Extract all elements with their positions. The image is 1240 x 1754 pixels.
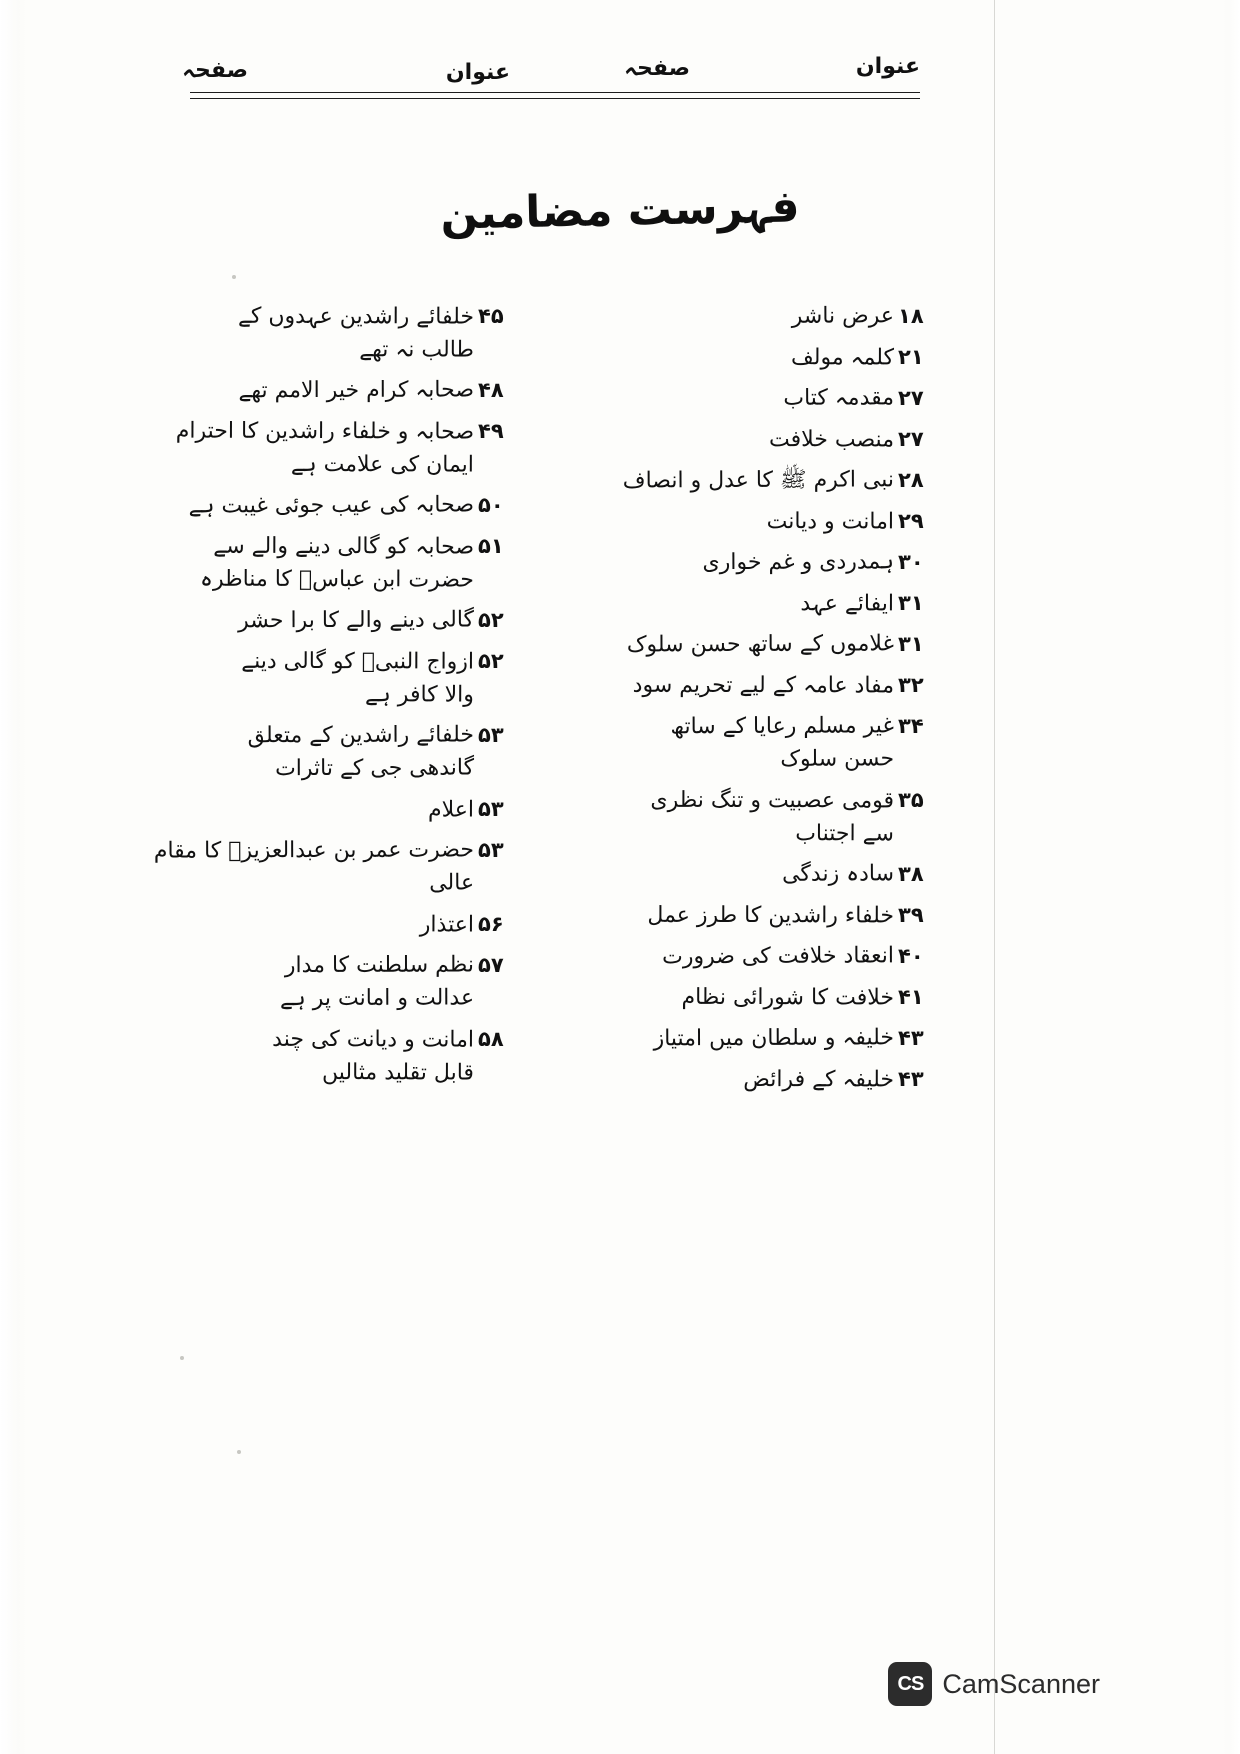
toc-entry-title: انعقاد خلافت کی ضرورت (662, 943, 895, 970)
toc-entry-page: ۴۱ (898, 985, 924, 1009)
toc-entry-page: ۵۲ (478, 649, 504, 673)
header-safha-left: صفحہ (182, 58, 248, 83)
toc-entry-page: ۴۹ (478, 419, 504, 443)
toc-entry[interactable] (570, 300, 950, 333)
toc-entry-title: قومی عصبیت و تنگ نظری سے اجتناب (650, 787, 895, 847)
toc-entry-title: خلفائے راشدین عہدوں کے طالب نہ تھے (237, 303, 475, 363)
toc-entry-title: منصب خلافت (769, 427, 895, 453)
toc-entry[interactable] (150, 719, 530, 785)
toc-entry[interactable] (150, 300, 530, 366)
toc-entry-title: مفاد عامہ کے لیے تحریم سود (632, 672, 895, 699)
toc-entry-page: ۲۹ (898, 509, 924, 533)
toc-entry[interactable] (570, 423, 950, 456)
toc-entry[interactable] (570, 341, 950, 374)
toc-entry-page: ۵۳ (478, 723, 504, 747)
toc-entry-page: ۳۰ (898, 550, 924, 574)
toc-entry-page: ۴۳ (898, 1026, 924, 1050)
toc-entry[interactable] (150, 834, 530, 900)
toc-entry-title: اعتذار (419, 912, 475, 938)
toc-entry[interactable] (570, 981, 950, 1014)
toc-entry-page: ۵۸ (478, 1027, 504, 1051)
toc-entry-title: نبی اکرم ﷺ کا عدل و انصاف (622, 467, 895, 494)
camscanner-badge-icon: CS (888, 1662, 932, 1706)
toc-entry[interactable] (150, 374, 530, 407)
toc-entry-title: صحابہ و خلفاء راشدین کا احترام ایمان کی علامت ہے (175, 418, 475, 478)
toc-entry-page: ۴۳ (898, 1067, 924, 1091)
toc-entry-title: عرض ناشر (791, 303, 895, 329)
toc-entry-title: امانت و دیانت (766, 509, 895, 535)
page-fold-line (994, 0, 995, 1754)
toc-entry[interactable] (570, 858, 950, 891)
toc-entry[interactable] (570, 669, 950, 702)
toc-entry[interactable] (570, 587, 950, 620)
toc-entry[interactable] (150, 793, 530, 826)
toc-entry-title: حضرت عمر بن عبدالعزیزؒ کا مقام عالی (153, 837, 475, 896)
toc-entry-page: ۳۵ (898, 788, 924, 812)
toc-entry-page: ۲۷ (898, 427, 924, 451)
toc-entry-title: گالی دینے والے کا برا حشر (238, 607, 475, 634)
toc-entry-page: ۴۸ (478, 378, 504, 402)
toc-entry-page: ۵۶ (478, 912, 504, 936)
toc-entry-title: ازواج النبیؓ کو گالی دینے والا کافر ہے (241, 648, 475, 708)
camscanner-label: CamScanner (942, 1668, 1100, 1699)
toc-entry-title: خلیفہ کے فرائض (743, 1067, 895, 1093)
toc-entry[interactable] (570, 505, 950, 538)
page-title: فہرست مضامین (439, 181, 801, 240)
scan-speck (232, 275, 236, 279)
toc-entry-page: ۲۷ (898, 386, 924, 410)
toc-entry-page: ۵۳ (478, 797, 504, 821)
toc-entry[interactable] (570, 464, 950, 497)
toc-entry[interactable] (150, 908, 530, 941)
toc-entry-page: ۳۴ (898, 714, 924, 738)
toc-entry-page: ۳۲ (898, 673, 924, 697)
toc-entry-page: ۴۵ (478, 304, 504, 328)
toc-entry-page: ۲۸ (898, 468, 924, 492)
toc-entry-title: غیر مسلم رعایا کے ساتھ حسن سلوک (670, 713, 895, 772)
toc-entry-page: ۵۰ (478, 493, 504, 517)
toc-entry[interactable] (570, 382, 950, 415)
toc-entry-page: ۵۳ (478, 838, 504, 862)
toc-entry-title: صحابہ کو گالی دینے والے سے حضرت ابن عباسؓ کا مناظرہ (200, 533, 475, 593)
toc-entry-page: ۵۲ (478, 608, 504, 632)
header-safha-right: صفحہ (624, 56, 690, 81)
header-unwan-left: عنوان (445, 60, 510, 85)
toc-entry-title: نظم سلطنت کا مدار عدالت و امانت پر ہے (279, 952, 475, 1012)
toc-entry[interactable] (570, 784, 950, 850)
toc-entry-title: صحابہ کرام خیر الامم تھے (238, 377, 475, 404)
toc-entry-title: صحابہ کی عیب جوئی غیبت ہے (188, 492, 475, 519)
toc-entry[interactable] (150, 1023, 530, 1089)
page-edge-left (0, 0, 26, 1754)
camscanner-watermark (888, 1662, 1100, 1706)
toc-entry-page: ۳۹ (898, 903, 924, 927)
toc-entry[interactable] (570, 710, 950, 776)
toc-entry[interactable] (150, 949, 530, 1015)
toc-entry-title: کلمہ مولف (790, 345, 895, 371)
toc-entry-page: ۴۰ (898, 944, 924, 968)
toc-entry-title: خلیفہ و سلطان میں امتیاز (653, 1025, 895, 1052)
toc-entry-title: امانت و دیانت کی چند قابل تقلید مثالیں (272, 1026, 475, 1086)
toc-entry-title: اعلام (427, 797, 475, 823)
toc-column-left (150, 300, 530, 1340)
toc-column-right (570, 300, 950, 1340)
scan-speck (237, 1450, 241, 1454)
toc-entry[interactable] (570, 546, 950, 579)
toc-entry-title: خلفائے راشدین کے متعلق گاندھی جی کے تاثرات (247, 722, 475, 782)
toc-entry-page: ۳۸ (898, 862, 924, 886)
toc-entry-page: ۱۸ (898, 304, 924, 328)
header-rule-top (190, 92, 920, 93)
toc-entry-page: ۵۷ (478, 953, 504, 977)
toc-entry-title: ایفائے عہد (800, 591, 895, 617)
toc-entry[interactable] (150, 489, 530, 522)
header-rule-bottom (190, 98, 920, 99)
toc-entry-title: غلاموں کے ساتھ حسن سلوک (626, 631, 895, 658)
toc-entry-title: خلفاء راشدین کا طرز عمل (647, 902, 895, 929)
toc-entry[interactable] (570, 940, 950, 973)
header-unwan-right: عنوان (855, 54, 920, 79)
toc-entry-page: ۵۱ (478, 534, 504, 558)
toc-entry-page: ۲۱ (898, 345, 924, 369)
toc-entry[interactable] (570, 899, 950, 932)
toc-entry[interactable] (570, 1063, 950, 1096)
table-of-contents (150, 300, 950, 1360)
toc-entry[interactable] (570, 1022, 950, 1055)
toc-entry-title: مقدمہ کتاب (783, 385, 895, 411)
page-edge-right (1222, 0, 1240, 1754)
page-header (182, 50, 920, 110)
toc-entry[interactable] (570, 628, 950, 661)
toc-entry-page: ۳۱ (898, 632, 924, 656)
toc-entry-title: ہمدردی و غم خواری (702, 549, 895, 576)
toc-entry[interactable] (150, 604, 530, 637)
toc-entry[interactable] (150, 645, 530, 711)
toc-entry[interactable] (150, 530, 530, 596)
toc-entry-title: خلافت کا شورائی نظام (681, 984, 895, 1011)
toc-entry-page: ۳۱ (898, 591, 924, 615)
toc-entry[interactable] (150, 415, 530, 481)
toc-entry-title: سادہ زندگی (782, 861, 895, 887)
